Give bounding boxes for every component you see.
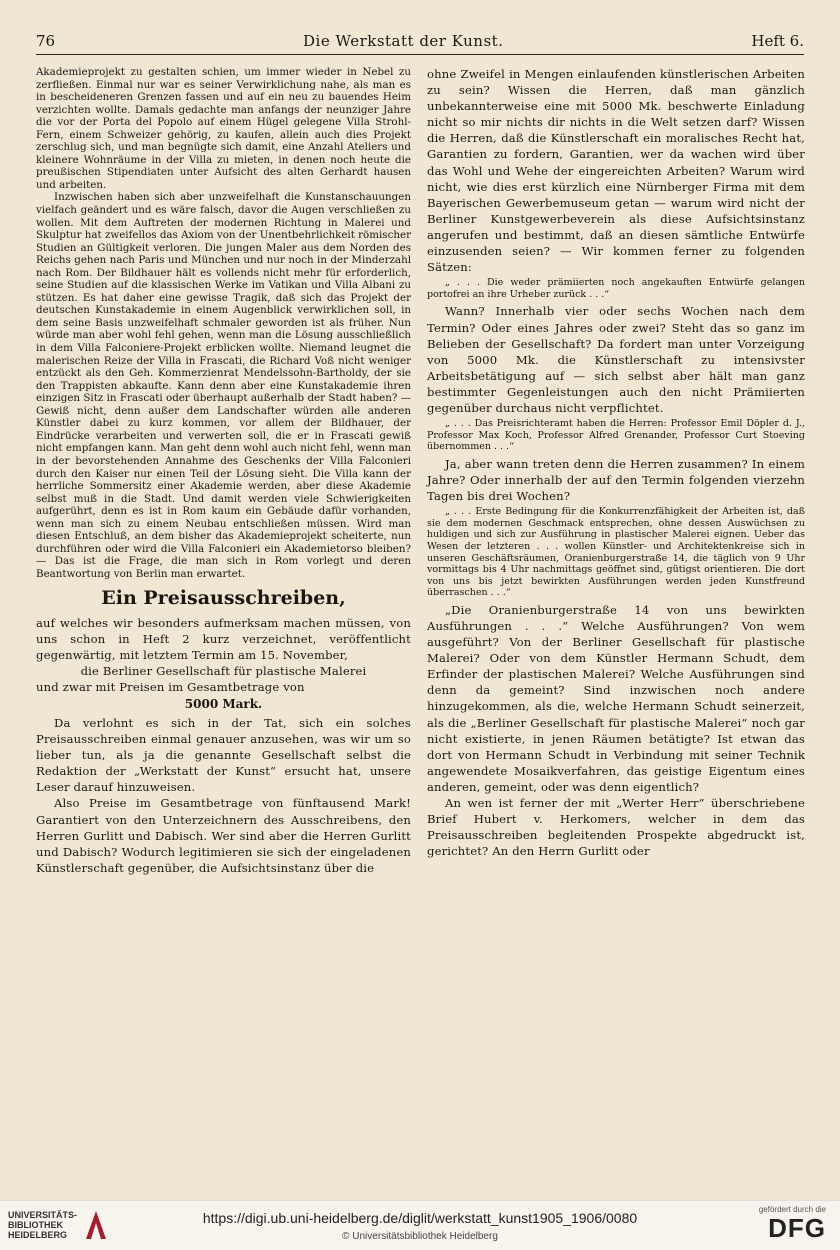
paragraph: auf welches wir besonders aufmerksam machen müssen, von uns schon in Heft 2 kurz verzeichnet, veröffentlicht gegenwärtig, mit letztem Termin am 15. November, xyxy=(36,615,411,663)
issue-number: Heft 6. xyxy=(751,32,804,50)
paragraph: Also Preise im Gesamtbetrage von fünftausend Mark! Garantiert von den Unterzeichnern des Ausschreibens, den Herren Gurlitt und Dabisch. Wer sind aber die Herren Gurlitt und Dabisch? Wodurch legitimieren sie sich der eingeladenen Künstlerschaft gegenüber, die Aufsichtsinstanz über die xyxy=(36,796,411,875)
left-column xyxy=(36,66,411,876)
copyright-notice: © Universitätsbibliothek Heidelberg xyxy=(342,1231,498,1242)
paragraph: Akademieprojekt zu gestalten schien, um immer wieder in Nebel zu zerfließen. Einmal nur war es seiner Verwirklichung nahe, als man es in bescheideneren Grenzen fassen und auf ein neu zu bauendes Heim verzichten wollte. Damals gedachte man anfangs der neunziger Jahre die vor der Porta del Popolo auf einem Hügel gelegene Villa Strohl-Fern, einem Schweizer gehörig, zu kaufen, allein auch dies Projekt zerschlug sich, und man begnügte sich damit, eine Anzahl Ateliers und kleinere Wohnräume in der Villa zu mieten, in denen noch heute die preußischen Stipendiaten unter Aufsicht des alten Gerhardt hausen und arbeiten. xyxy=(36,66,411,191)
paragraph: Da verlohnt es sich in der Tat, sich ein solches Preisausschreiben einmal genauer anzusehen, was wir um so lieber tun, als ja die genannte Gesellschaft selbst die Redaktion der „Werkstatt der Kunst“ ersucht hat, unsere Leser darauf hinzuweisen. xyxy=(36,715,411,795)
funded-by-text: gefördert durch die xyxy=(758,1205,826,1214)
paragraph: und zwar mit Preisen im Gesamtbetrage von xyxy=(36,680,305,695)
paragraph: An wen ist ferner der mit „Werter Herr“ überschriebene Brief Hubert v. Herkomers, welcher in dem das Preisausschreiben begleitenden Prospekte abgedruckt ist, gerichtet? An den Herrn Gurlitt oder xyxy=(427,796,805,859)
permalink-url[interactable]: https://digi.ub.uni-heidelberg.de/diglit/werkstatt_kunst1905_1906/0080 xyxy=(202,1210,638,1226)
quotation: „ . . . Erste Bedingung für die Konkurrenzfähigkeit der Arbeiten ist, daß sie dem modernen Geschmack entsprechen, ohne dessen Auswüchsen zu huldigen und sich zur Ausführung in plastischer Malerei eignen. Ueber das Wesen der letzteren . . . wollen Künstler- und Architektenkreise sich in unseren Geschäftsräumen, Oranienburgerstraße 14, die täglich von 9 Uhr vormittags bis 4 Uhr nachmittags geöffnet sind, gütigst orientieren. Die dort von uns bis jetzt bewirkten Ausführungen werden jeden Kunstfreund überraschen . . .“ xyxy=(427,506,805,599)
library-name: UNIVERSITÄTS- BIBLIOTHEK HEIDELBERG xyxy=(8,1210,78,1240)
dfg-logo[interactable] xyxy=(759,1205,826,1242)
section-heading: Ein Preisausschreiben, xyxy=(101,587,346,610)
quotation: „ . . . Das Preisrichteramt haben die Herren: Professor Emil Döpler d. J., Professor Max Koch, Professor Alfred Grenander, Professor Curt Stoeving übernommen . . .“ xyxy=(427,418,805,453)
right-column xyxy=(427,66,805,859)
paragraph: Ja, aber wann treten denn die Herren zusammen? In einem Jahre? Oder innerhalb der auf den Termin folgenden vierzehn Tagen bis drei Wochen? xyxy=(427,456,805,504)
paragraph: ohne Zweifel in Mengen einlaufenden künstlerischen Arbeiten zu sein? Wissen die Herren, daß man gänzlich unbekannterweise eine mit 5000 Mk. beschwerte Einladung nicht so mir nichts dir nichts in die Welt setzen darf? Wissen die Herren, daß die Künstlerschaft ein moralisches Recht hat, Garantien zu fordern, Garantien, wer da wachen wird über das Wohl und Wehe der eingereichten Arbeiten? Warum wird nicht, wie dies erst kürzlich eine Nürnberger Firma mit dem Bayerischen Gewerbemuseum getan — warum wird nicht der Berliner Kunstgewerbeverein als diese Aufsichtsinstanz angerufen und bestimmt, daß an diesen sämtliche Entwürfe einzusenden seien? — Wir kommen ferner zu folgenden Sätzen: xyxy=(427,67,805,275)
paragraph: „Die Oranienburgerstraße 14 von uns bewirkten Ausführungen . . .“ Welche Ausführungen? Von wem ausgeführt? Von der Berliner Gesellschaft für plastische Malerei? Oder von dem Künstler Hermann Schudt, dem Erfinder der plastischen Malerei? Welche Ausführungen sind denn da gemeint? Sind inzwischen noch andere hinzugekommen, als die, welche Hermann Schudt seinerzeit, als die „Berliner Gesellschaft für plastische Malerei“ noch gar nicht existierte, in jenen Räumen betätigte? Ist etwan das dort von Hermann Schudt in Verbindung mit seiner Technik angewendete Mosaikverfahren, das geistige Eigentum eines anderen, gemeint, oder was denn eigentlich? xyxy=(427,602,805,794)
society-name: die Berliner Gesellschaft für plastische Malerei xyxy=(80,664,367,679)
journal-title: Die Werkstatt der Kunst. xyxy=(303,32,504,50)
quotation: „ . . . Die weder prämiierten noch angekauften Entwürfe gelangen portofrei an ihre Urheber zurück . . .“ xyxy=(427,277,805,300)
running-header xyxy=(36,28,804,55)
paragraph: Inzwischen haben sich aber unzweifelhaft die Kunstanschauungen vielfach geändert und es wäre falsch, davor die Augen verschließen zu wollen. Mit dem Auftreten der modernen Richtung in Malerei und Skulptur hat zweifellos das Axiom von der Unentbehrlichkeit römischer Studien an Gültigkeit verloren. Die jungen Maler aus dem Norden des Reichs gehen nach Paris und München und nur noch in der Minderzahl nach Rom. Der Bildhauer hält es vollends nicht mehr für erforderlich, seine Studien auf die klassischen Werke im Vatikan und Villa Albani zu stützen. Es hat daher eine gewisse Tragik, daß sich das Projekt der deutschen Kunstakademie in einem Augenblick verwirklichen soll, in dem seine Basis unzweifelhaft schmaler geworden ist als früher. Nun würde man aber wohl fehl gehen, wenn man die Lösung ausschließlich in dem Villa Falconiere-Projekt erblicken wollte. Niemand leugnet die malerischen Reize der Villa in Frascati, die Richard Voß nicht weniger entzückt als den Geh. Kommerzienrat Mendelssohn-Bartholdy, der sie den Trappisten abkaufte. Kann denn aber eine Kunstakademie ihren einzigen Sitz in Frascati oder überhaupt außerhalb der Stadt haben? — Gewiß nicht, denn außer dem Landschafter würden alle anderen Künstler dabei zu kurz kommen, vor allem der Bildhauer, der Eindrücke verarbeiten und verwerten soll, die er in Frascati gewiß nicht empfangen kann. Man geht denn wohl auch nicht fehl, wenn man in der bevorstehenden Annahme des Geschenks der Villa Falconieri durch den Kaiser nur einen Teil der Lösung sieht. Die Villa kann der herrliche Sommersitz einer Akademie werden, aber diese Akademie selbst muß in die Stadt. Und damit werden viele Schwierigkeiten aufgerührt, denn es ist in Rom kaum ein Gebäude dafür vorhanden, wenn man sich zu einem Neubau entschließen müssen. Wird man diesen Entschluß, an dem bisher das Akademieprojekt scheiterte, nun durchführen oder wird die Villa Falconieri ein Akademietorso bleiben? — Das ist die Frage, die man sich in Rom vorlegt und deren Beantwortung von Berlin man erwartet. xyxy=(36,191,412,580)
paragraph: Wann? Innerhalb vier oder sechs Wochen nach dem Termin? Oder eines Jahres oder zwei? Steht das so ganz im Belieben der Gesellschaft? Da fordert man unter Vorzeigung von 5000 Mk. die Künstlerschaft zu intensivster Arbeitsbetätigung auf — sich selbst aber hält man ganz bestimmter Gegenleistungen auch den nicht Prämiierten gegenüber durchaus nicht verpflichtet. xyxy=(427,304,805,415)
dfg-wordmark: DFG xyxy=(768,1213,826,1243)
prize-amount: 5000 Mark. xyxy=(184,697,263,712)
viewer-footer xyxy=(0,1200,840,1250)
page-number: 76 xyxy=(36,32,56,50)
